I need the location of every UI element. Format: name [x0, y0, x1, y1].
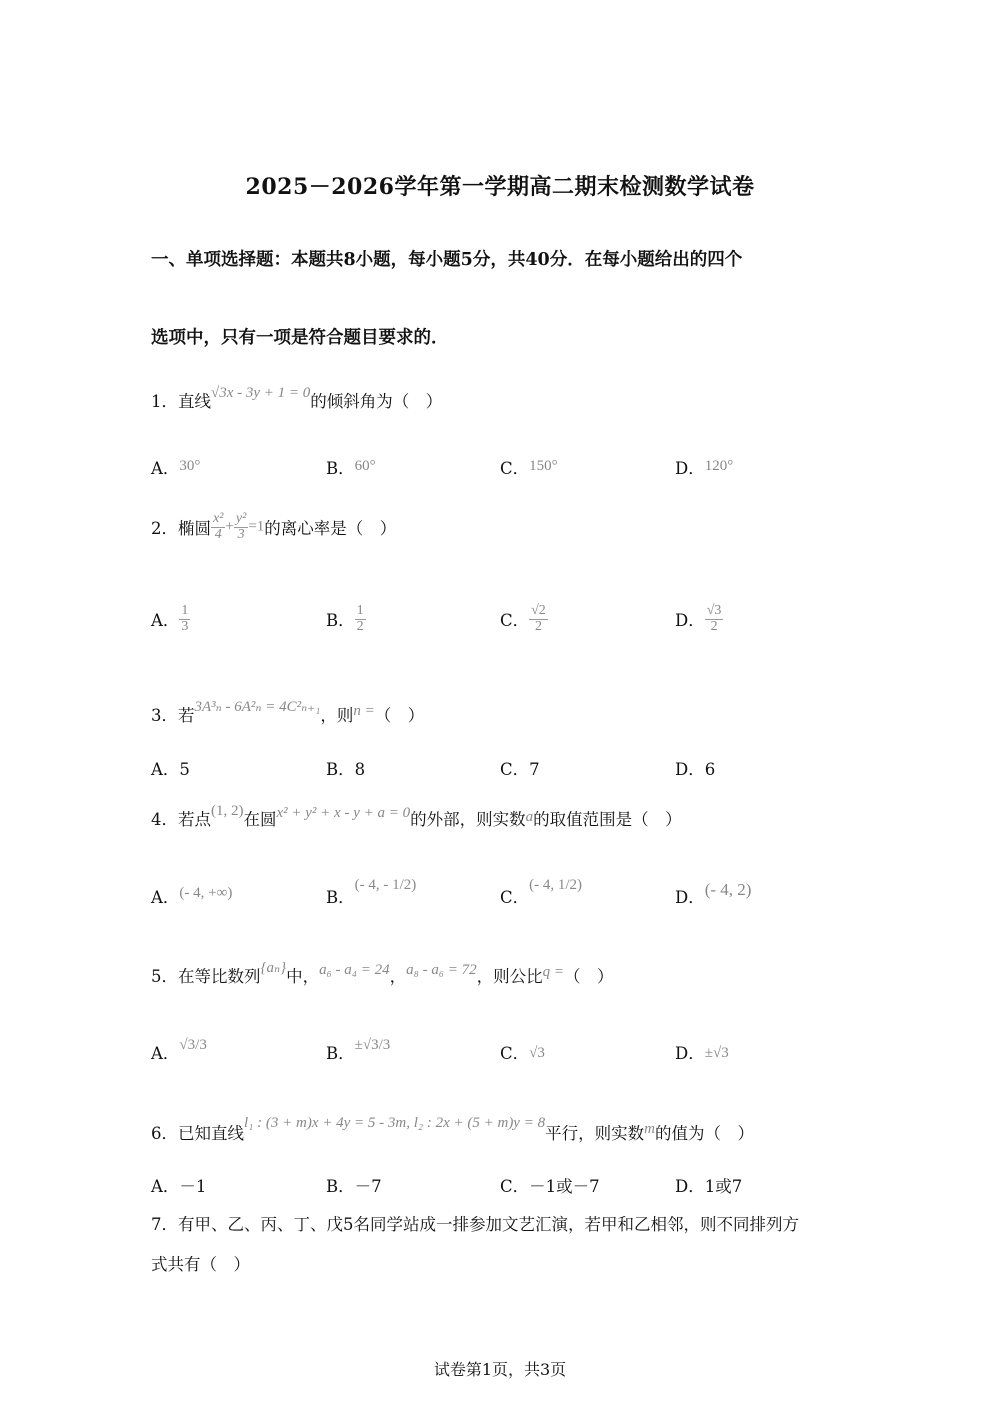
option-value: 6: [704, 760, 716, 779]
option-label: C．: [500, 459, 530, 478]
option-label: A．: [151, 1177, 180, 1196]
q2-fraction-y: [234, 512, 248, 542]
q6-suffix: 的值为（ ）: [654, 1124, 754, 1143]
q4-option-a[interactable]: [151, 884, 232, 908]
option-value: 60°: [354, 458, 376, 474]
option-label: B．: [326, 611, 355, 631]
option-fraction: [355, 604, 366, 634]
q5-mid1: 中，: [286, 967, 320, 986]
question-1: [151, 385, 443, 412]
fraction-denominator: 3: [237, 526, 245, 542]
q4-option-c[interactable]: [500, 877, 583, 908]
q5-comma: ，: [389, 967, 407, 986]
q5-suffix: （ ）: [564, 967, 614, 986]
q6-variable: m: [644, 1121, 655, 1137]
q3-mid: ，则: [320, 706, 354, 725]
q4-option-b[interactable]: [326, 877, 417, 908]
q3-option-c[interactable]: [500, 756, 540, 780]
question-5: [151, 960, 614, 987]
option-value: (- 4, 1/2): [529, 877, 583, 893]
question-7-line1: 7．有甲、乙、丙、丁、戊5名同学站成一排参加文艺汇演，若甲和乙相邻，则不同排列方: [151, 1215, 799, 1234]
option-value: 7: [529, 760, 540, 779]
q5-option-b[interactable]: [326, 1037, 391, 1064]
q2-option-b[interactable]: [326, 604, 366, 634]
option-label: A．: [151, 760, 180, 779]
option-label: D．: [675, 1044, 705, 1063]
option-label: D．: [675, 459, 705, 478]
q6-option-a[interactable]: [151, 1173, 206, 1197]
q2-suffix: 的离心率是（ ）: [264, 519, 397, 539]
fraction-denominator: 2: [710, 618, 718, 634]
option-value: (- 4, 2): [704, 880, 752, 899]
plus-sign: +: [225, 518, 234, 535]
option-label: D．: [675, 1177, 705, 1196]
fraction-denominator: 2: [534, 618, 542, 634]
section-heading-line1: 一、单项选择题：本题共8小题，每小题5分，共40分．在每小题给出的四个: [151, 250, 743, 270]
option-value: 1或7: [704, 1177, 743, 1196]
option-value: √3/3: [179, 1037, 207, 1053]
q5-equation-2: a₈ - a₆ = 72: [406, 962, 477, 978]
q1-suffix: 的倾斜角为（ ）: [310, 392, 443, 411]
q3-options: [151, 756, 851, 786]
q5-sequence: {aₙ}: [260, 960, 287, 976]
option-value: 120°: [704, 458, 734, 474]
option-value: ±√3/3: [354, 1037, 391, 1053]
option-value: －7: [354, 1177, 382, 1196]
option-label: B．: [326, 459, 355, 478]
q1-equation: √3x - 3y + 1 = 0: [211, 385, 311, 401]
q5-equation-1: a₆ - a₄ = 24: [319, 962, 390, 978]
q5-options: [151, 1037, 851, 1070]
page-footer: 试卷第1页，共3页: [433, 1360, 567, 1379]
q1-option-c[interactable]: [500, 455, 558, 479]
q6-equation: l₁ : (3 + m)x + 4y = 5 - 3m, l₂ : 2x + (5 + m)y = 8: [244, 1115, 546, 1131]
option-value: (- 4, +∞): [179, 885, 233, 901]
q4-option-d[interactable]: [675, 880, 752, 908]
option-value: (- 4, - 1/2): [354, 877, 417, 893]
q2-fraction-x: [211, 512, 225, 542]
q3-option-d[interactable]: [675, 756, 715, 780]
q4-prefix: 4．若点: [151, 810, 211, 829]
q3-equation: 3A³ₙ - 6A²ₙ = 4C²ₙ₊₁: [194, 699, 321, 715]
q4-mid2: 的外部，则实数: [410, 810, 526, 829]
question-6: [151, 1115, 754, 1144]
option-value: 30°: [179, 458, 201, 474]
option-value: －1: [179, 1177, 207, 1196]
q5-option-d[interactable]: [675, 1040, 729, 1064]
fraction-denominator: 4: [214, 526, 222, 542]
fraction-numerator: √2: [531, 603, 546, 618]
fraction-numerator: √3: [706, 603, 722, 618]
q5-prefix: 5．在等比数列: [151, 967, 261, 986]
q4-point: (1, 2): [211, 803, 244, 819]
option-label: B．: [326, 888, 355, 907]
option-label: C．: [500, 1177, 530, 1196]
option-label: D．: [675, 760, 705, 779]
option-value: √3: [529, 1045, 545, 1061]
option-label: A．: [151, 888, 180, 907]
q2-option-d[interactable]: [675, 604, 723, 634]
option-label: C．: [500, 760, 530, 779]
q5-variable: q =: [542, 964, 565, 980]
option-label: A．: [151, 1044, 180, 1063]
section-heading-line2: 选项中，只有一项是符合题目要求的．: [151, 328, 449, 348]
q1-prefix: 1．直线: [151, 392, 211, 411]
option-label: C．: [500, 1044, 530, 1063]
q1-option-a[interactable]: [151, 455, 200, 479]
option-label: B．: [326, 760, 355, 779]
q6-option-b[interactable]: [326, 1173, 382, 1197]
q1-option-b[interactable]: [326, 455, 376, 479]
q6-mid: 平行，则实数: [545, 1124, 645, 1143]
option-label: C．: [500, 888, 530, 907]
fraction-denominator: 3: [181, 618, 189, 634]
q3-option-a[interactable]: [151, 756, 190, 780]
fraction-numerator: y²: [235, 511, 247, 526]
q3-option-b[interactable]: [326, 756, 365, 780]
option-label: B．: [326, 1044, 355, 1063]
q2-option-c[interactable]: [500, 604, 548, 634]
q4-options: [151, 877, 851, 914]
q6-option-c[interactable]: [500, 1173, 600, 1197]
question-3: [151, 699, 425, 726]
q4-mid1: 在圆: [243, 810, 277, 829]
fraction-numerator: 1: [181, 603, 189, 618]
q6-options: [151, 1173, 851, 1203]
q5-option-a[interactable]: [151, 1037, 207, 1064]
q3-prefix: 3．若: [151, 706, 195, 725]
q5-option-c[interactable]: [500, 1040, 545, 1064]
fraction-denominator: 2: [356, 618, 364, 634]
option-fraction: [179, 604, 190, 634]
q1-option-d[interactable]: [675, 455, 733, 479]
question-7-line2: 式共有（ ）: [151, 1255, 250, 1274]
option-label: B．: [326, 1177, 355, 1196]
option-value: ±√3: [704, 1045, 729, 1061]
question-2: [151, 512, 396, 562]
option-value: －1或－7: [529, 1177, 600, 1196]
exam-title: 2025－2026学年第一学期高二期末检测数学试卷: [245, 174, 755, 200]
option-value: 8: [354, 760, 366, 779]
option-value: 150°: [529, 458, 558, 474]
option-label: A．: [151, 611, 180, 631]
q2-option-a[interactable]: [151, 604, 190, 634]
option-label: A．: [151, 459, 180, 478]
option-label: D．: [675, 611, 705, 631]
question-4: [151, 803, 682, 830]
option-fraction: [705, 604, 724, 634]
q3-variable: n =: [353, 703, 375, 719]
q6-option-d[interactable]: [675, 1173, 742, 1197]
q3-suffix: （ ）: [374, 706, 425, 725]
fraction-numerator: x²: [213, 511, 224, 526]
q2-prefix: 2．椭圆: [151, 519, 211, 539]
q5-mid2: ，则公比: [476, 967, 543, 986]
option-label: C．: [500, 611, 530, 631]
q6-prefix: 6．已知直线: [151, 1124, 244, 1143]
option-label: D．: [675, 888, 705, 907]
option-fraction: [529, 604, 548, 634]
q2-options: [151, 604, 851, 648]
q1-options: [151, 455, 851, 485]
q4-circle-equation: x² + y² + x - y + a = 0: [276, 805, 411, 821]
q4-variable: a: [525, 809, 534, 825]
fraction-numerator: 1: [356, 603, 364, 618]
q4-suffix: 的取值范围是（ ）: [533, 810, 682, 829]
option-value: 5: [179, 760, 190, 779]
q2-rhs: =1: [248, 518, 265, 535]
